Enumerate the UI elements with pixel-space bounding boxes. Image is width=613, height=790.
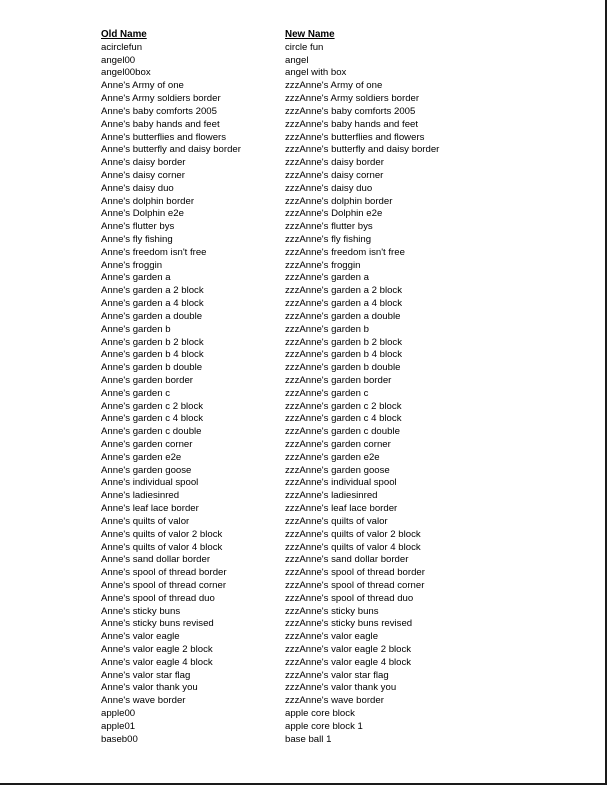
new-name-cell: zzzAnne's daisy corner — [285, 169, 384, 181]
table-row — [101, 388, 485, 401]
old-name-cell: acirclefun — [101, 41, 143, 53]
new-name-cell: zzzAnne's flutter bys — [285, 221, 373, 233]
table-row — [101, 490, 485, 503]
new-name-cell: zzzAnne's Army soldiers border — [285, 93, 420, 105]
new-name-cell: zzzAnne's butterflies and flowers — [285, 131, 425, 143]
table-row — [101, 695, 485, 708]
new-name-cell: zzzAnne's garden a 2 block — [285, 285, 403, 297]
table-row — [101, 208, 485, 221]
old-name-cell: Anne's garden c 2 block — [101, 400, 204, 412]
new-name-cell: zzzAnne's garden a — [285, 272, 369, 284]
old-name-cell: Anne's garden b 2 block — [101, 336, 204, 348]
new-name-cell: zzzAnne's garden c — [285, 387, 369, 399]
old-name-cell: Anne's garden c double — [101, 426, 202, 438]
table-row — [101, 42, 485, 55]
table-row — [101, 426, 485, 439]
old-name-cell: Anne's ladiesinred — [101, 490, 180, 502]
new-name-cell: zzzAnne's garden b 2 block — [285, 336, 403, 348]
new-name-cell: apple core block 1 — [285, 720, 363, 732]
old-name-cell: Anne's garden c — [101, 387, 171, 399]
new-name-cell: zzzAnne's garden a double — [285, 310, 401, 322]
new-name-cell: zzzAnne's garden a 4 block — [285, 298, 403, 310]
new-name-cell: zzzAnne's butterfly and daisy border — [285, 144, 440, 156]
table-row — [101, 337, 485, 350]
table-row — [101, 529, 485, 542]
new-name-cell: zzzAnne's garden e2e — [285, 451, 380, 463]
old-name-cell: Anne's daisy corner — [101, 169, 185, 181]
old-name-cell: Anne's sticky buns revised — [101, 618, 214, 630]
table-row — [101, 362, 485, 375]
old-name-cell: Anne's leaf lace border — [101, 503, 199, 515]
table-row — [101, 119, 485, 132]
rename-table — [101, 29, 485, 747]
table-row — [101, 439, 485, 452]
table-row — [101, 682, 485, 695]
table-row — [101, 298, 485, 311]
new-name-cell: zzzAnne's daisy border — [285, 157, 384, 169]
new-name-cell: zzzAnne's individual spool — [285, 477, 397, 489]
new-name-cell: zzzAnne's valor star flag — [285, 669, 389, 681]
table-row — [101, 734, 485, 747]
new-name-cell: zzzAnne's baby comforts 2005 — [285, 105, 416, 117]
table-row — [101, 670, 485, 683]
new-name-cell: zzzAnne's valor eagle 2 block — [285, 644, 412, 655]
table-row — [101, 657, 485, 670]
old-name-cell: Anne's froggin — [101, 259, 163, 271]
old-name-cell: Anne's garden e2e — [101, 451, 182, 463]
table-row — [101, 593, 485, 606]
table-row — [101, 285, 485, 298]
table-row — [101, 196, 485, 209]
old-name-cell: apple01 — [101, 720, 136, 732]
new-name-cell: zzzAnne's garden b — [285, 323, 369, 335]
table-row — [101, 157, 485, 170]
new-name-cell: zzzAnne's spool of thread corner — [285, 579, 425, 591]
new-name-cell: circle fun — [285, 41, 324, 53]
table-row — [101, 413, 485, 426]
old-name-cell: Anne's butterfly and daisy border — [101, 144, 241, 156]
old-name-cell: Anne's garden a double — [101, 310, 203, 322]
old-name-cell: Anne's butterflies and flowers — [101, 131, 227, 143]
new-name-cell: zzzAnne's baby hands and feet — [285, 118, 419, 130]
new-name-cell: angel — [285, 54, 309, 66]
old-name-header: Old Name — [101, 29, 147, 40]
old-name-cell: Anne's freedom isn't free — [101, 246, 207, 258]
table-row — [101, 516, 485, 529]
table-row — [101, 144, 485, 157]
table-row — [101, 375, 485, 388]
new-name-cell: zzzAnne's freedom isn't free — [285, 246, 405, 258]
table-row — [101, 221, 485, 234]
new-name-cell: zzzAnne's leaf lace border — [285, 503, 398, 515]
new-name-cell: zzzAnne's spool of thread duo — [285, 592, 414, 604]
new-name-cell: zzzAnne's garden border — [285, 374, 392, 386]
old-name-cell: Anne's spool of thread border — [101, 567, 227, 579]
old-name-cell: Anne's quilts of valor 2 block — [101, 528, 223, 540]
table-row — [101, 132, 485, 145]
table-row — [101, 401, 485, 414]
table-row — [101, 708, 485, 721]
table-row — [101, 272, 485, 285]
table-row — [101, 260, 485, 273]
old-name-cell: Anne's valor eagle 2 block — [101, 644, 213, 655]
old-name-cell: Anne's baby hands and feet — [101, 118, 220, 130]
table-row — [101, 183, 485, 196]
old-name-cell: Anne's valor thank you — [101, 682, 198, 694]
new-name-cell: zzzAnne's quilts of valor 4 block — [285, 541, 421, 553]
table-row — [101, 554, 485, 567]
new-name-cell: zzzAnne's quilts of valor — [285, 515, 388, 527]
old-name-cell: Anne's spool of thread duo — [101, 592, 215, 604]
old-name-cell: Anne's garden goose — [101, 464, 192, 476]
new-name-cell: zzzAnne's garden goose — [285, 464, 390, 476]
old-name-cell: Anne's garden corner — [101, 439, 193, 450]
old-name-cell: Anne's Army soldiers border — [101, 93, 221, 105]
table-row — [101, 55, 485, 68]
old-name-cell: Anne's valor eagle — [101, 631, 180, 643]
old-name-cell: Anne's daisy border — [101, 157, 186, 169]
table-row — [101, 234, 485, 247]
new-name-cell: zzzAnne's valor eagle 4 block — [285, 656, 412, 668]
table-body — [101, 42, 485, 747]
old-name-cell: apple00 — [101, 708, 136, 720]
old-name-cell: Anne's garden border — [101, 374, 193, 386]
old-name-cell: Anne's daisy duo — [101, 182, 174, 194]
old-name-cell: Anne's individual spool — [101, 477, 199, 489]
old-name-cell: Anne's valor eagle 4 block — [101, 656, 213, 668]
old-name-cell: Anne's garden b — [101, 323, 171, 335]
old-name-cell: Anne's garden a — [101, 272, 171, 284]
new-name-cell: zzzAnne's garden c 2 block — [285, 400, 402, 412]
table-row — [101, 106, 485, 119]
new-name-cell: base ball 1 — [285, 733, 332, 745]
table-row — [101, 247, 485, 260]
new-name-cell: zzzAnne's Dolphin e2e — [285, 208, 383, 220]
old-name-cell: Anne's quilts of valor — [101, 515, 190, 527]
old-name-cell: Anne's garden c 4 block — [101, 413, 204, 425]
old-name-cell: baseb00 — [101, 733, 138, 745]
old-name-cell: Anne's wave border — [101, 695, 186, 707]
table-row — [101, 542, 485, 555]
new-name-cell: zzzAnne's froggin — [285, 259, 361, 271]
new-name-cell: zzzAnne's fly fishing — [285, 234, 372, 245]
old-name-cell: Anne's dolphin border — [101, 195, 195, 207]
table-row — [101, 349, 485, 362]
new-name-cell: zzzAnne's garden c 4 block — [285, 413, 402, 425]
table-row — [101, 606, 485, 619]
old-name-cell: angel00box — [101, 67, 151, 79]
new-name-cell: zzzAnne's dolphin border — [285, 195, 393, 207]
table-row — [101, 170, 485, 183]
new-name-cell: zzzAnne's garden c double — [285, 426, 400, 438]
old-name-cell: Anne's spool of thread corner — [101, 579, 227, 591]
new-name-cell: zzzAnne's sticky buns revised — [285, 618, 413, 630]
new-name-cell: apple core block — [285, 708, 355, 720]
new-name-cell: zzzAnne's quilts of valor 2 block — [285, 528, 421, 540]
new-name-cell: zzzAnne's garden b 4 block — [285, 349, 403, 361]
old-name-cell: Anne's garden b 4 block — [101, 349, 204, 361]
old-name-cell: Anne's flutter bys — [101, 221, 175, 233]
old-name-cell: Anne's garden b double — [101, 362, 203, 374]
table-row — [101, 311, 485, 324]
table-row — [101, 567, 485, 580]
old-name-cell: Anne's Army of one — [101, 80, 184, 92]
table-row — [101, 644, 485, 657]
new-name-cell: zzzAnne's garden corner — [285, 439, 391, 450]
table-row — [101, 721, 485, 734]
table-row — [101, 67, 485, 80]
new-name-cell: zzzAnne's valor eagle — [285, 631, 379, 643]
table-row — [101, 452, 485, 465]
old-name-cell: angel00 — [101, 54, 136, 66]
new-name-cell: zzzAnne's wave border — [285, 695, 384, 707]
table-row — [101, 465, 485, 478]
old-name-cell: Anne's garden a 2 block — [101, 285, 204, 297]
new-name-header: New Name — [285, 29, 335, 40]
new-name-cell: zzzAnne's Army of one — [285, 80, 383, 92]
old-name-cell: Anne's Dolphin e2e — [101, 208, 184, 220]
table-row — [101, 631, 485, 644]
table-row — [101, 324, 485, 337]
new-name-cell: zzzAnne's sticky buns — [285, 605, 379, 617]
new-name-cell: zzzAnne's ladiesinred — [285, 490, 378, 502]
table-row — [101, 477, 485, 490]
table-row — [101, 93, 485, 106]
new-name-cell: zzzAnne's sand dollar border — [285, 554, 409, 566]
table-header — [101, 29, 485, 42]
old-name-cell: Anne's quilts of valor 4 block — [101, 541, 223, 553]
new-name-cell: zzzAnne's garden b double — [285, 362, 401, 374]
table-row — [101, 580, 485, 593]
table-row — [101, 618, 485, 631]
old-name-cell: Anne's valor star flag — [101, 669, 191, 681]
new-name-cell: zzzAnne's valor thank you — [285, 682, 397, 694]
table-row — [101, 80, 485, 93]
new-name-cell: angel with box — [285, 67, 347, 79]
old-name-cell: Anne's fly fishing — [101, 234, 173, 245]
old-name-cell: Anne's sand dollar border — [101, 554, 211, 566]
new-name-cell: zzzAnne's daisy duo — [285, 182, 373, 194]
old-name-cell: Anne's garden a 4 block — [101, 298, 204, 310]
old-name-cell: Anne's sticky buns — [101, 605, 181, 617]
table-row — [101, 503, 485, 516]
old-name-cell: Anne's baby comforts 2005 — [101, 105, 217, 117]
new-name-cell: zzzAnne's spool of thread border — [285, 567, 425, 579]
